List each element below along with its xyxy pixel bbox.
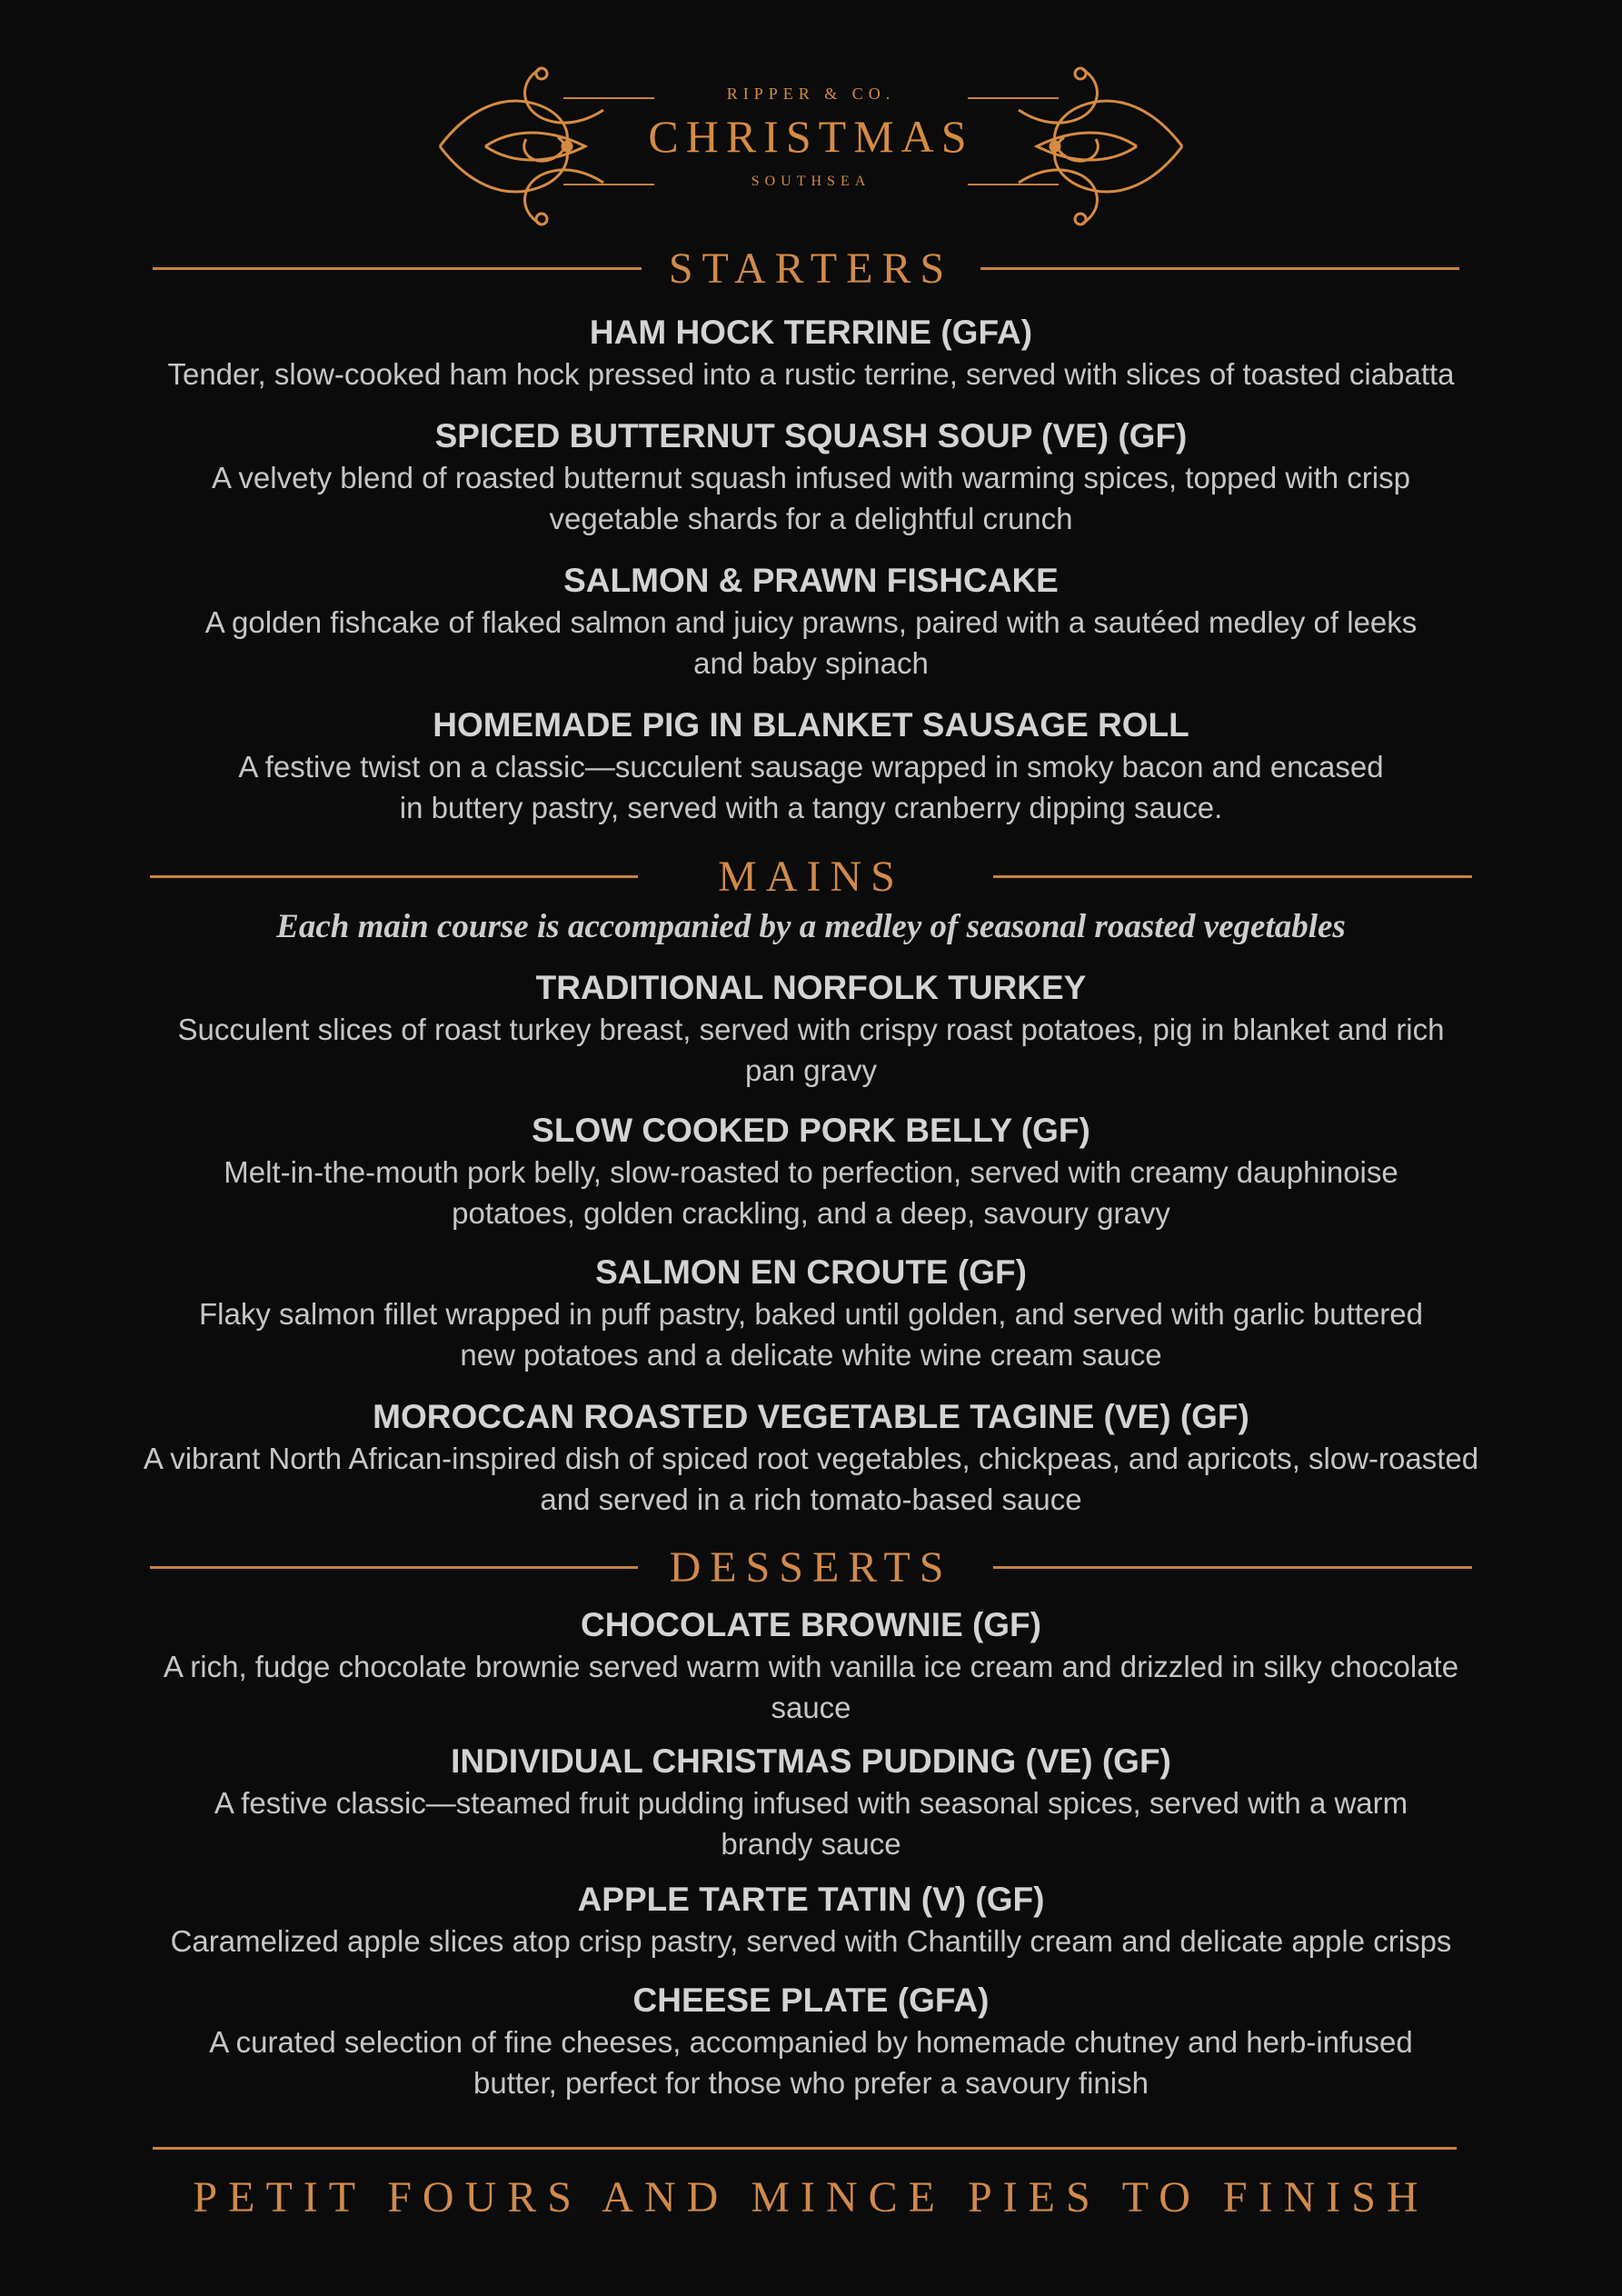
menu-item (55, 312, 1567, 394)
brand-location: SOUTHSEA (751, 174, 871, 189)
mains-note: Each main course is accompanied by a medley of seasonal roasted vegetables (276, 908, 1346, 945)
footer-text: PETIT FOURS AND MINCE PIES TO FINISH (193, 2173, 1429, 2221)
item-name: CHEESE PLATE (GFA) (632, 1982, 990, 2019)
brand-logo (0, 50, 1622, 232)
item-description: A vibrant North African-inspired dish of spiced root vegetables, chickpeas, and apricots, slow-roasted and served in a rich tomato-based sauce (143, 1442, 1479, 1516)
menu-item (55, 560, 1567, 684)
menu-item (55, 415, 1567, 539)
section-starters (0, 242, 1622, 296)
item-description: Succulent slices of roast turkey breast, served with crispy roast potatoes, pig in blanket and rich pan gravy (177, 1013, 1445, 1087)
item-name: APPLE TARTE TATIN (V) (GF) (577, 1881, 1045, 1918)
item-name: SALMON & PRAWN FISHCAKE (563, 562, 1059, 599)
item-name: INDIVIDUAL CHRISTMAS PUDDING (VE) (GF) (451, 1742, 1171, 1780)
item-description: Caramelized apple slices atop crisp pastry, served with Chantilly cream and delicate apple crisps (170, 1924, 1452, 1958)
menu-item (55, 1741, 1567, 1864)
menu-item (55, 1396, 1567, 1520)
section-title: MAINS (718, 853, 904, 901)
item-name: MOROCCAN ROASTED VEGETABLE TAGINE (VE) (GF) (373, 1398, 1249, 1435)
item-name: SPICED BUTTERNUT SQUASH SOUP (VE) (GF) (434, 417, 1188, 454)
item-name: SLOW COOKED PORK BELLY (GF) (532, 1112, 1090, 1149)
item-name: CHOCOLATE BROWNIE (GF) (581, 1606, 1041, 1643)
item-name: HAM HOCK TERRINE (GFA) (589, 314, 1033, 351)
menu-item (55, 1110, 1567, 1233)
item-description: Melt-in-the-mouth pork belly, slow-roasted to perfection, served with creamy dauphinoise potatoes, golden crackling, and a deep, savoury gravy (224, 1155, 1398, 1230)
item-description: A curated selection of fine cheeses, accompanied by homemade chutney and herb-infused butter, perfect for those who prefer a savoury finish (209, 2025, 1413, 2100)
section-desserts (0, 1541, 1622, 1595)
footer-rule (153, 2147, 1457, 2150)
brand-top: RIPPER & CO. (726, 85, 896, 103)
section-title: DESSERTS (669, 1543, 953, 1592)
menu-item (55, 1252, 1567, 1375)
item-name: TRADITIONAL NORFOLK TURKEY (535, 969, 1087, 1006)
item-description: A festive twist on a classic—succulent sausage wrapped in smoky bacon and encased in buttery pastry, served with a tangy cranberry dipping sauce. (238, 750, 1384, 824)
brand-title: CHRISTMAS (648, 111, 974, 162)
menu-item (55, 1980, 1567, 2103)
item-name: HOMEMADE PIG IN BLANKET SAUSAGE ROLL (433, 706, 1189, 744)
item-description: Tender, slow-cooked ham hock pressed into a rustic terrine, served with slices of toasted ciabatta (167, 357, 1455, 391)
section-title: STARTERS (668, 245, 954, 293)
item-description: A festive classic—steamed fruit pudding infused with seasonal spices, served with a warm brandy sauce (214, 1786, 1408, 1861)
item-description: A velvety blend of roasted butternut squash infused with warming spices, topped with crisp vegetable shards for a delightful crunch (212, 461, 1410, 535)
menu-item (55, 1604, 1567, 1728)
item-description: A golden fishcake of flaked salmon and juicy prawns, paired with a sautéed medley of leeks and baby spinach (204, 605, 1418, 680)
section-mains (0, 850, 1622, 904)
menu-item (55, 967, 1567, 1091)
item-description: Flaky salmon fillet wrapped in puff pastry, baked until golden, and served with garlic buttered new potatoes and a delicate white wine cream sauce (198, 1297, 1424, 1372)
item-description: A rich, fudge chocolate brownie served warm with vanilla ice cream and drizzled in silky chocolate sauce (163, 1650, 1459, 1724)
menu-item (55, 704, 1567, 828)
menu-item (55, 1879, 1567, 1962)
item-name: SALMON EN CROUTE (GF) (595, 1253, 1027, 1291)
